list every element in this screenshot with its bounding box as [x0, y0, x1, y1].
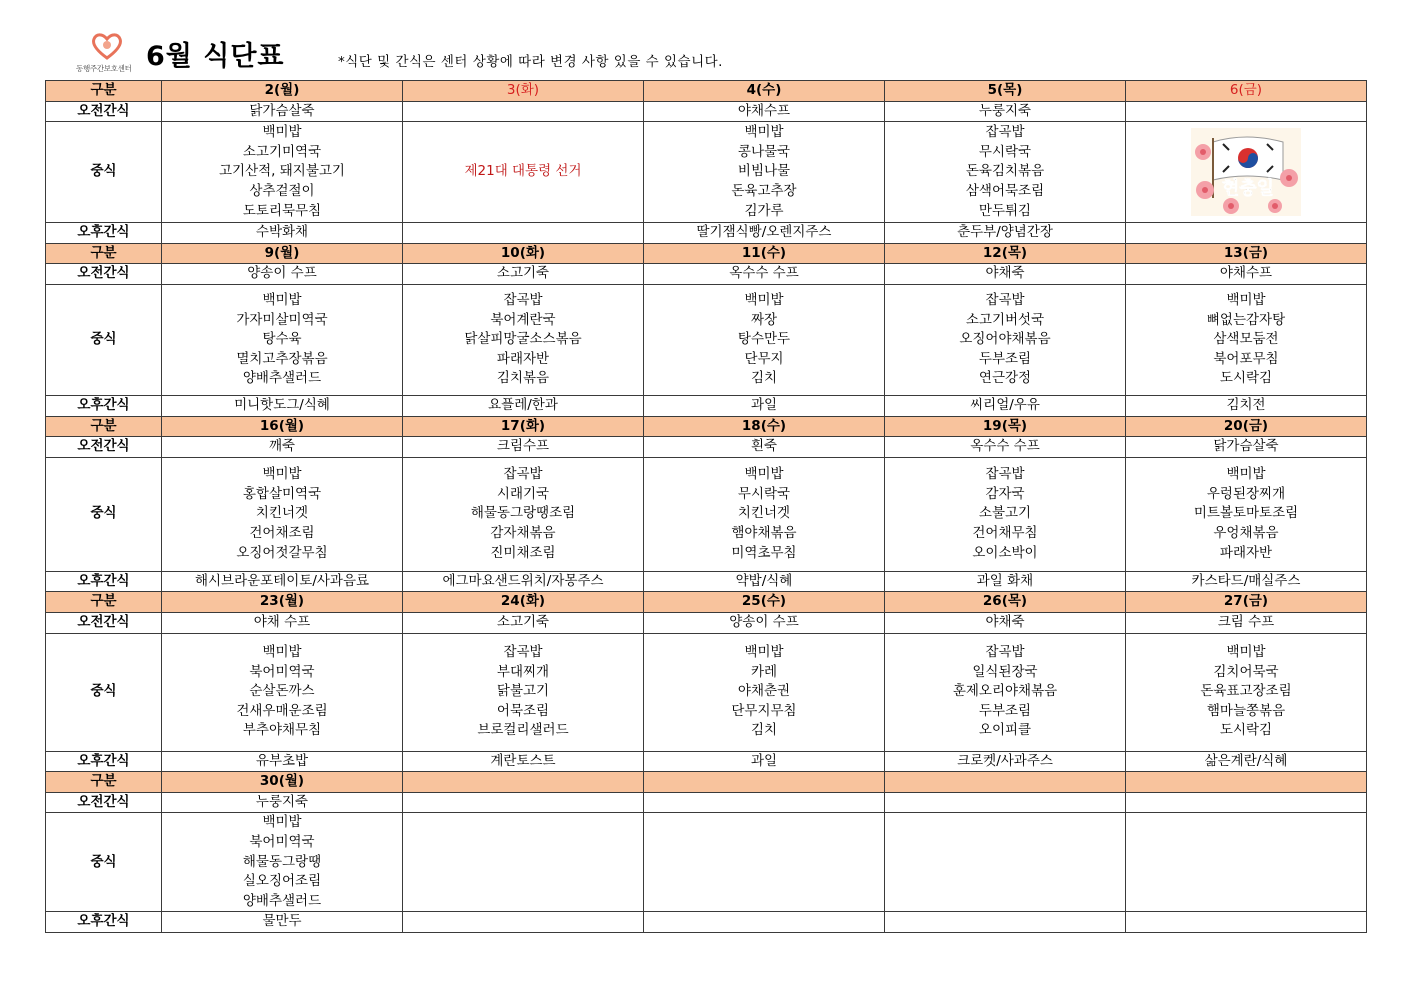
day-header: 6(금)	[1126, 81, 1367, 102]
lunch-item: 무시락국	[978, 143, 1032, 160]
lunch-item: 김치	[750, 370, 778, 387]
lunch-item: 소불고기	[978, 505, 1032, 522]
day-header: 2(월)	[162, 81, 403, 102]
week-header-row	[46, 772, 1367, 793]
lunch-item: 백미밥	[262, 814, 302, 831]
lunch-item: 파래자반	[496, 350, 550, 367]
lunch-item: 야채춘권	[737, 683, 791, 700]
lunch-item: 백미밥	[744, 124, 784, 141]
afternoon-snack-cell: 크로켓/사과주스	[885, 751, 1126, 772]
afternoon-snack-label: 오후간식	[46, 912, 162, 933]
afternoon-snack-cell: 딸기잼식빵/오렌지주스	[644, 223, 885, 244]
lunch-cell	[162, 813, 403, 912]
lunch-item: 치킨너겟	[255, 505, 309, 522]
afternoon-snack-cell: 카스타드/매실주스	[1126, 571, 1367, 592]
morning-snack-cell: 옥수수 수프	[644, 264, 885, 285]
section-label: 구분	[46, 772, 162, 793]
lunch-label: 중식	[46, 284, 162, 395]
day-header: 24(화)	[403, 592, 644, 613]
section-label: 구분	[46, 81, 162, 102]
lunch-item: 건어채무침	[972, 525, 1038, 542]
lunch-item: 탕수만두	[737, 331, 791, 348]
morning-snack-cell: 소고기죽	[403, 612, 644, 633]
lunch-item: 백미밥	[1226, 291, 1266, 308]
lunch-cell	[162, 284, 403, 395]
morning-snack-cell: 양송이 수프	[644, 612, 885, 633]
lunch-cell	[644, 284, 885, 395]
day-header: 5(목)	[885, 81, 1126, 102]
afternoon-snack-label: 오후간식	[46, 223, 162, 244]
morning-snack-cell	[644, 792, 885, 813]
day-header: 9(월)	[162, 243, 403, 264]
morning-snack-cell: 크림수프	[403, 437, 644, 458]
heart-logo-icon	[90, 30, 124, 62]
day-header: 13(금)	[1126, 243, 1367, 264]
lunch-item: 잡곡밥	[985, 644, 1025, 661]
lunch-item: 잡곡밥	[985, 466, 1025, 483]
holiday-text: 현충일	[1221, 178, 1275, 200]
lunch-item: 김가루	[744, 202, 784, 219]
afternoon-snack-cell: 에그마요샌드위치/자몽주스	[403, 571, 644, 592]
lunch-cell	[644, 813, 885, 912]
morning-snack-label: 오전간식	[46, 437, 162, 458]
afternoon-snack-cell	[644, 912, 885, 933]
center-name: 동행주간보호센터	[76, 64, 132, 73]
lunch-item: 백미밥	[262, 644, 302, 661]
lunch-item: 두부조림	[978, 702, 1032, 719]
lunch-cell	[885, 284, 1126, 395]
day-header: 17(화)	[403, 416, 644, 437]
lunch-item: 파래자반	[1219, 544, 1273, 561]
page-title: 6월 식단표	[146, 41, 285, 72]
lunch-item: 브로컬리샐러드	[477, 722, 569, 739]
lunch-item: 북어미역국	[249, 833, 315, 850]
morning-snack-label: 오전간식	[46, 264, 162, 285]
lunch-item: 미트볼토마토조림	[1193, 505, 1299, 522]
lunch-item: 북어포무침	[1213, 350, 1279, 367]
lunch-item: 미역초무침	[731, 544, 797, 561]
lunch-cell	[644, 633, 885, 751]
lunch-item: 상추겉절이	[249, 182, 315, 199]
lunch-item: 돈육고추장	[731, 182, 797, 199]
day-header	[885, 772, 1126, 793]
lunch-item: 소고기미역국	[242, 143, 322, 160]
lunch-cell	[885, 813, 1126, 912]
morning-snack-cell: 닭가슴살죽	[1126, 437, 1367, 458]
day-header: 11(수)	[644, 243, 885, 264]
morning-snack-cell: 야채 수프	[162, 612, 403, 633]
lunch-item: 잡곡밥	[503, 291, 543, 308]
lunch-item: 시래기국	[496, 485, 550, 502]
afternoon-snack-cell	[885, 912, 1126, 933]
lunch-label: 중식	[46, 633, 162, 751]
lunch-item: 두부조림	[978, 350, 1032, 367]
lunch-item: 북어미역국	[249, 663, 315, 680]
morning-snack-cell: 양송이 수프	[162, 264, 403, 285]
morning-snack-cell: 누룽지죽	[162, 792, 403, 813]
morning-snack-row	[46, 437, 1367, 458]
lunch-item: 가자미살미역국	[236, 311, 328, 328]
afternoon-snack-cell: 미니핫도그/식혜	[162, 395, 403, 416]
lunch-item: 백미밥	[262, 124, 302, 141]
afternoon-snack-row	[46, 571, 1367, 592]
lunch-item: 잡곡밥	[503, 466, 543, 483]
afternoon-snack-cell: 계란토스트	[403, 751, 644, 772]
lunch-cell	[162, 457, 403, 571]
lunch-item: 진미채조림	[490, 544, 556, 561]
week-header-row	[46, 592, 1367, 613]
meal-table	[45, 80, 1367, 933]
section-label: 구분	[46, 592, 162, 613]
lunch-item: 햄야채볶음	[731, 525, 797, 542]
afternoon-snack-cell: 과일	[644, 395, 885, 416]
afternoon-snack-cell: 요플레/한과	[403, 395, 644, 416]
section-label: 구분	[46, 243, 162, 264]
afternoon-snack-cell: 수박화채	[162, 223, 403, 244]
lunch-item: 해물동그랑땡조림	[470, 505, 576, 522]
lunch-cell	[162, 122, 403, 223]
lunch-cell	[403, 122, 644, 223]
day-header: 18(수)	[644, 416, 885, 437]
afternoon-snack-cell	[1126, 912, 1367, 933]
lunch-item: 백미밥	[744, 291, 784, 308]
morning-snack-cell: 야채수프	[644, 101, 885, 122]
day-header: 12(목)	[885, 243, 1126, 264]
lunch-item: 비빔나물	[737, 163, 791, 180]
lunch-row	[46, 122, 1367, 223]
morning-snack-row	[46, 792, 1367, 813]
lunch-item: 훈제오리야채볶음	[952, 683, 1058, 700]
lunch-item: 소고기버섯국	[965, 311, 1045, 328]
lunch-item: 해물동그랑땡	[242, 853, 322, 870]
week-header-row	[46, 416, 1367, 437]
afternoon-snack-cell: 해시브라운포테이토/사과음료	[162, 571, 403, 592]
page-header	[76, 30, 1366, 76]
lunch-item: 닭불고기	[496, 683, 550, 700]
morning-snack-row	[46, 101, 1367, 122]
lunch-item: 삼색어묵조림	[965, 182, 1045, 199]
lunch-item: 백미밥	[744, 644, 784, 661]
week-header-row	[46, 81, 1367, 102]
lunch-item: 돈육김치볶음	[965, 163, 1045, 180]
lunch-item: 오징어야채볶음	[959, 331, 1051, 348]
lunch-item: 오징어젓갈무침	[236, 544, 328, 561]
lunch-item: 닭살피망굴소스볶음	[464, 331, 582, 348]
lunch-item: 건새우매운조림	[236, 702, 328, 719]
morning-snack-cell: 야채죽	[885, 264, 1126, 285]
lunch-item: 짜장	[750, 311, 778, 328]
lunch-item: 양배추샐러드	[242, 892, 322, 909]
lunch-cell	[885, 122, 1126, 223]
lunch-item: 실오징어조림	[242, 873, 322, 890]
morning-snack-cell	[1126, 101, 1367, 122]
lunch-item: 도시락김	[1219, 370, 1273, 387]
lunch-item: 백미밥	[744, 466, 784, 483]
lunch-label: 중식	[46, 122, 162, 223]
day-header: 4(수)	[644, 81, 885, 102]
lunch-item: 단무지무침	[731, 702, 797, 719]
center-logo	[76, 30, 136, 76]
afternoon-snack-row	[46, 395, 1367, 416]
lunch-item: 순살돈까스	[249, 683, 315, 700]
lunch-item: 부대찌개	[496, 663, 550, 680]
day-header: 19(목)	[885, 416, 1126, 437]
morning-snack-cell	[403, 101, 644, 122]
afternoon-snack-row	[46, 751, 1367, 772]
afternoon-snack-cell: 씨리얼/우유	[885, 395, 1126, 416]
lunch-cell	[1126, 633, 1367, 751]
memorial-day-illustration	[1126, 128, 1366, 216]
lunch-cell	[1126, 284, 1367, 395]
lunch-item: 치킨너겟	[737, 505, 791, 522]
lunch-item: 잡곡밥	[985, 124, 1025, 141]
lunch-label: 중식	[46, 457, 162, 571]
lunch-item: 백미밥	[262, 466, 302, 483]
lunch-item: 카레	[750, 663, 778, 680]
lunch-item: 고기산적, 돼지불고기	[219, 163, 345, 180]
afternoon-snack-cell: 약밥/식혜	[644, 571, 885, 592]
morning-snack-cell: 닭가슴살죽	[162, 101, 403, 122]
lunch-item: 뼈없는감자탕	[1206, 311, 1286, 328]
lunch-cell	[1126, 457, 1367, 571]
afternoon-snack-cell: 김치전	[1126, 395, 1367, 416]
afternoon-snack-cell: 삶은계란/식혜	[1126, 751, 1367, 772]
lunch-item: 우렁된장찌개	[1206, 485, 1286, 502]
day-header: 27(금)	[1126, 592, 1367, 613]
lunch-item: 삼색모둠전	[1213, 331, 1279, 348]
day-header: 26(목)	[885, 592, 1126, 613]
lunch-item: 북어계란국	[490, 311, 556, 328]
morning-snack-cell: 야채죽	[885, 612, 1126, 633]
lunch-item: 홍합살미역국	[242, 485, 322, 502]
morning-snack-cell	[403, 792, 644, 813]
afternoon-snack-label: 오후간식	[46, 751, 162, 772]
morning-snack-label: 오전간식	[46, 101, 162, 122]
lunch-item: 콩나물국	[737, 143, 791, 160]
lunch-item: 우엉채볶음	[1213, 525, 1279, 542]
lunch-item: 백미밥	[1226, 644, 1266, 661]
morning-snack-row	[46, 612, 1367, 633]
memorial-day-icon	[1191, 128, 1301, 216]
afternoon-snack-cell: 과일	[644, 751, 885, 772]
lunch-cell	[162, 633, 403, 751]
afternoon-snack-row	[46, 912, 1367, 933]
lunch-item: 김치	[750, 722, 778, 739]
lunch-item: 오이소박이	[972, 544, 1038, 561]
lunch-item: 연근강정	[978, 370, 1032, 387]
morning-snack-label: 오전간식	[46, 792, 162, 813]
afternoon-snack-label: 오후간식	[46, 571, 162, 592]
morning-snack-label: 오전간식	[46, 612, 162, 633]
lunch-cell	[403, 284, 644, 395]
lunch-item: 김치볶음	[496, 370, 550, 387]
day-header: 23(월)	[162, 592, 403, 613]
morning-snack-cell: 누룽지죽	[885, 101, 1126, 122]
lunch-cell	[1126, 122, 1367, 223]
afternoon-snack-cell	[403, 912, 644, 933]
day-header: 20(금)	[1126, 416, 1367, 437]
lunch-row	[46, 633, 1367, 751]
lunch-item: 햄마늘쫑볶음	[1206, 702, 1286, 719]
lunch-cell	[1126, 813, 1367, 912]
afternoon-snack-cell	[1126, 223, 1367, 244]
lunch-cell	[644, 122, 885, 223]
morning-snack-cell	[885, 792, 1126, 813]
lunch-cell	[885, 457, 1126, 571]
lunch-cell	[644, 457, 885, 571]
afternoon-snack-cell: 춘두부/양념간장	[885, 223, 1126, 244]
lunch-item: 김치어묵국	[1213, 663, 1279, 680]
lunch-item: 잡곡밥	[503, 644, 543, 661]
morning-snack-cell: 흰죽	[644, 437, 885, 458]
morning-snack-cell: 옥수수 수프	[885, 437, 1126, 458]
lunch-item: 돈육표고장조림	[1200, 683, 1292, 700]
day-header: 3(화)	[403, 81, 644, 102]
lunch-item: 백미밥	[262, 291, 302, 308]
lunch-item: 백미밥	[1226, 466, 1266, 483]
lunch-item: 양배추샐러드	[242, 370, 322, 387]
lunch-row	[46, 457, 1367, 571]
lunch-item: 잡곡밥	[985, 291, 1025, 308]
lunch-item: 감자채볶음	[490, 525, 556, 542]
day-header	[644, 772, 885, 793]
morning-snack-cell: 깨죽	[162, 437, 403, 458]
afternoon-snack-label: 오후간식	[46, 395, 162, 416]
lunch-item: 감자국	[985, 485, 1025, 502]
lunch-item: 부추야채무침	[242, 722, 322, 739]
lunch-cell	[403, 813, 644, 912]
notice-text: *식단 및 간식은 센터 상황에 따라 변경 사항 있을 수 있습니다.	[338, 54, 723, 70]
day-header	[403, 772, 644, 793]
lunch-cell	[403, 457, 644, 571]
lunch-item: 오이피클	[978, 722, 1032, 739]
afternoon-snack-cell	[403, 223, 644, 244]
lunch-item: 도시락김	[1219, 722, 1273, 739]
lunch-row	[46, 284, 1367, 395]
lunch-item: 만두튀김	[978, 202, 1032, 219]
afternoon-snack-cell: 과일 화채	[885, 571, 1126, 592]
lunch-item: 일식된장국	[972, 663, 1038, 680]
afternoon-snack-row	[46, 223, 1367, 244]
election-notice: 제21대 대통령 선거	[464, 163, 582, 180]
morning-snack-cell: 소고기죽	[403, 264, 644, 285]
lunch-cell	[403, 633, 644, 751]
lunch-item: 건어채조림	[249, 525, 315, 542]
lunch-cell	[885, 633, 1126, 751]
lunch-item: 어묵조림	[496, 702, 550, 719]
morning-snack-cell	[1126, 792, 1367, 813]
morning-snack-cell: 야채수프	[1126, 264, 1367, 285]
lunch-item: 도토리묵무침	[242, 202, 322, 219]
day-header: 16(월)	[162, 416, 403, 437]
day-header: 25(수)	[644, 592, 885, 613]
day-header: 30(월)	[162, 772, 403, 793]
lunch-item: 멸치고추장볶음	[236, 350, 328, 367]
lunch-label: 중식	[46, 813, 162, 912]
day-header	[1126, 772, 1367, 793]
afternoon-snack-cell: 유부초밥	[162, 751, 403, 772]
morning-snack-cell: 크림 수프	[1126, 612, 1367, 633]
lunch-item: 단무지	[744, 350, 784, 367]
lunch-row	[46, 813, 1367, 912]
day-header: 10(화)	[403, 243, 644, 264]
week-header-row	[46, 243, 1367, 264]
lunch-item: 탕수육	[262, 331, 302, 348]
section-label: 구분	[46, 416, 162, 437]
afternoon-snack-cell: 물만두	[162, 912, 403, 933]
lunch-item: 무시락국	[737, 485, 791, 502]
morning-snack-row	[46, 264, 1367, 285]
